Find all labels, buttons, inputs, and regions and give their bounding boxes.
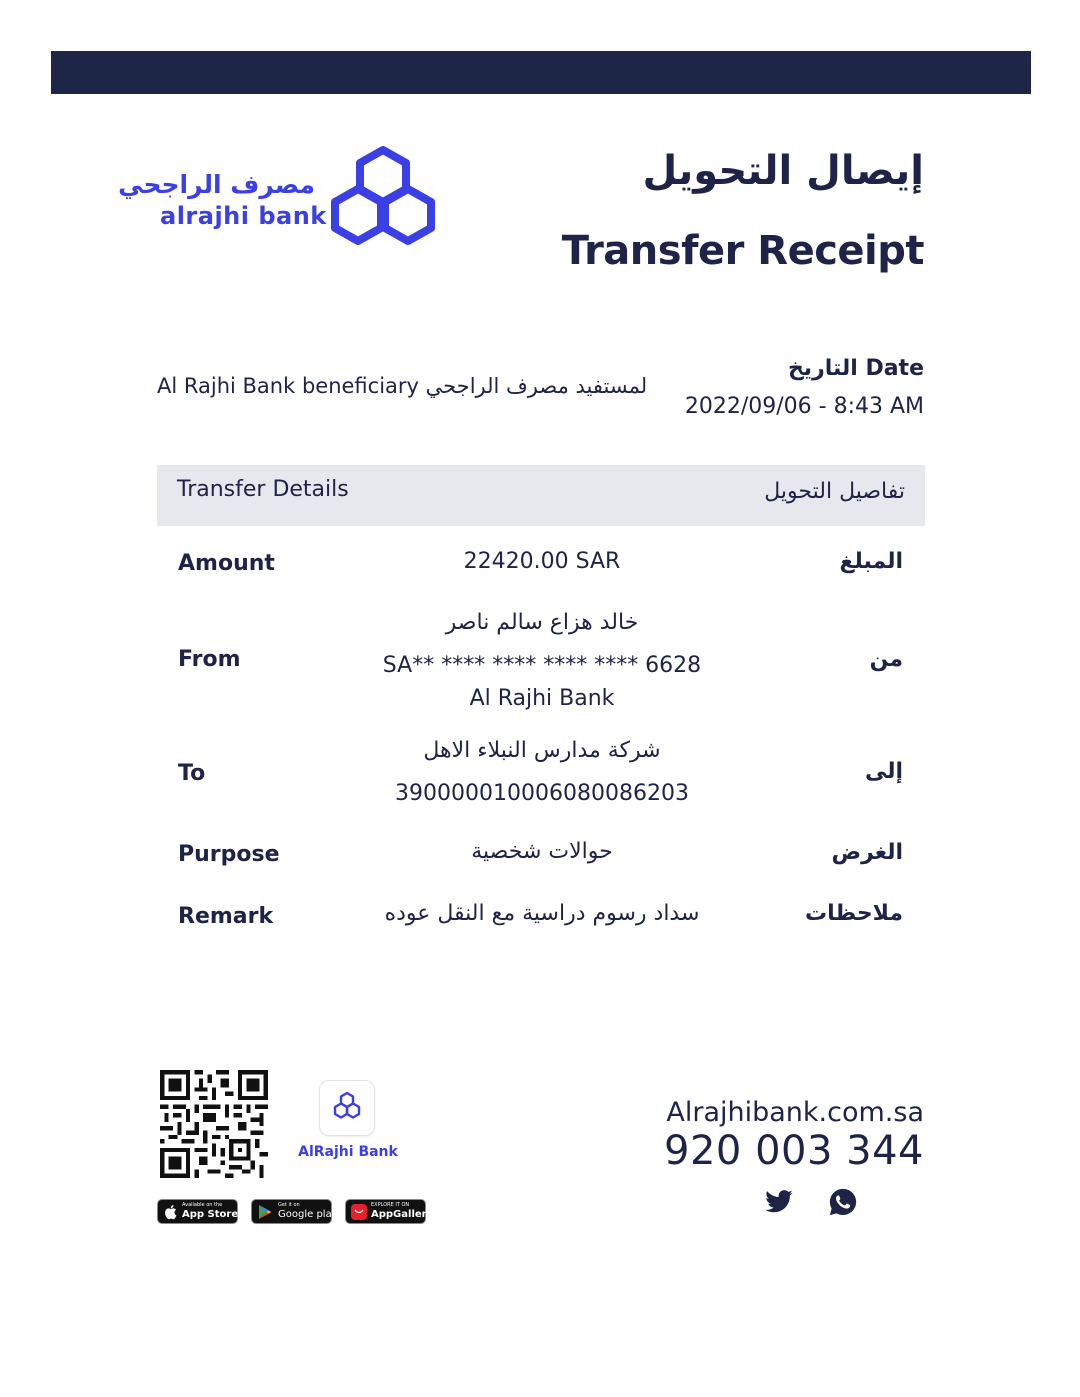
alrajhi-logo-mark-icon <box>329 145 437 247</box>
huawei-appgallery-icon <box>351 1204 367 1220</box>
receipt-title-arabic: إيصال التحويل <box>642 148 924 194</box>
remark-value: سداد رسوم دراسية مع النقل عوده <box>384 901 700 926</box>
to-account: 390000010006080086203 <box>395 781 689 806</box>
date-value: 2022/09/06 - 8:43 AM <box>684 394 924 419</box>
apple-icon <box>164 1204 178 1220</box>
to-label: To <box>178 761 206 786</box>
google-play-big-text: Google play <box>278 1209 338 1220</box>
remark-label: Remark <box>178 904 274 929</box>
transfer-details-title-arabic: تفاصيل التحويل <box>764 479 905 504</box>
twitter-icon[interactable] <box>764 1187 794 1217</box>
date-label: التاريخ Date <box>787 356 924 381</box>
top-banner <box>51 51 1031 94</box>
from-label-arabic: من <box>869 647 903 672</box>
google-play-icon <box>258 1204 272 1220</box>
app-gallery-big-text: AppGallery <box>371 1209 434 1220</box>
purpose-label-arabic: الغرض <box>831 840 903 865</box>
app-name: AlRajhi Bank <box>298 1144 398 1160</box>
whatsapp-icon[interactable] <box>828 1187 858 1217</box>
app-icon[interactable] <box>320 1081 374 1135</box>
website-link[interactable]: Alrajhibank.com.sa <box>666 1097 924 1128</box>
purpose-value: حوالات شخصية <box>471 839 613 864</box>
app-gallery-small-text: EXPLORE IT ON <box>371 1202 410 1208</box>
amount-label: Amount <box>178 551 275 576</box>
from-name: خالد هزاع سالم ناصر <box>445 610 639 635</box>
qr-code <box>160 1070 268 1178</box>
purpose-label: Purpose <box>178 842 280 867</box>
app-gallery-badge[interactable] <box>345 1199 434 1224</box>
alrajhi-app-logo-icon <box>320 1081 374 1135</box>
to-label-arabic: إلى <box>864 759 903 784</box>
from-bank: Al Rajhi Bank <box>469 686 615 711</box>
from-label: From <box>178 647 241 672</box>
amount-label-arabic: المبلغ <box>839 549 903 574</box>
from-account: SA** **** **** **** **** 6628 <box>382 653 702 678</box>
logo-text-english: alrajhi bank <box>160 202 327 230</box>
google-play-small-text: Get it on <box>278 1202 300 1208</box>
beneficiary-type: Al Rajhi Bank beneficiary لمستفيد مصرف الراجحي <box>157 374 648 398</box>
app-store-big-text: App Store <box>182 1209 239 1220</box>
phone-number[interactable]: 920 003 344 <box>664 1128 924 1174</box>
app-store-badge[interactable] <box>157 1199 238 1224</box>
amount-value: 22420.00 SAR <box>463 549 621 574</box>
to-name: شركة مدارس النبلاء الاهل <box>423 738 661 763</box>
remark-label-arabic: ملاحظات <box>805 901 903 926</box>
receipt-title-english: Transfer Receipt <box>561 228 924 274</box>
alrajhi-logo <box>118 145 437 250</box>
app-store-small-text: Available on the <box>182 1202 223 1208</box>
logo-text-arabic: مصرف الراجحي <box>118 170 315 199</box>
google-play-badge[interactable] <box>251 1199 338 1224</box>
transfer-details-title-english: Transfer Details <box>177 477 349 502</box>
transfer-details-header <box>157 465 925 526</box>
